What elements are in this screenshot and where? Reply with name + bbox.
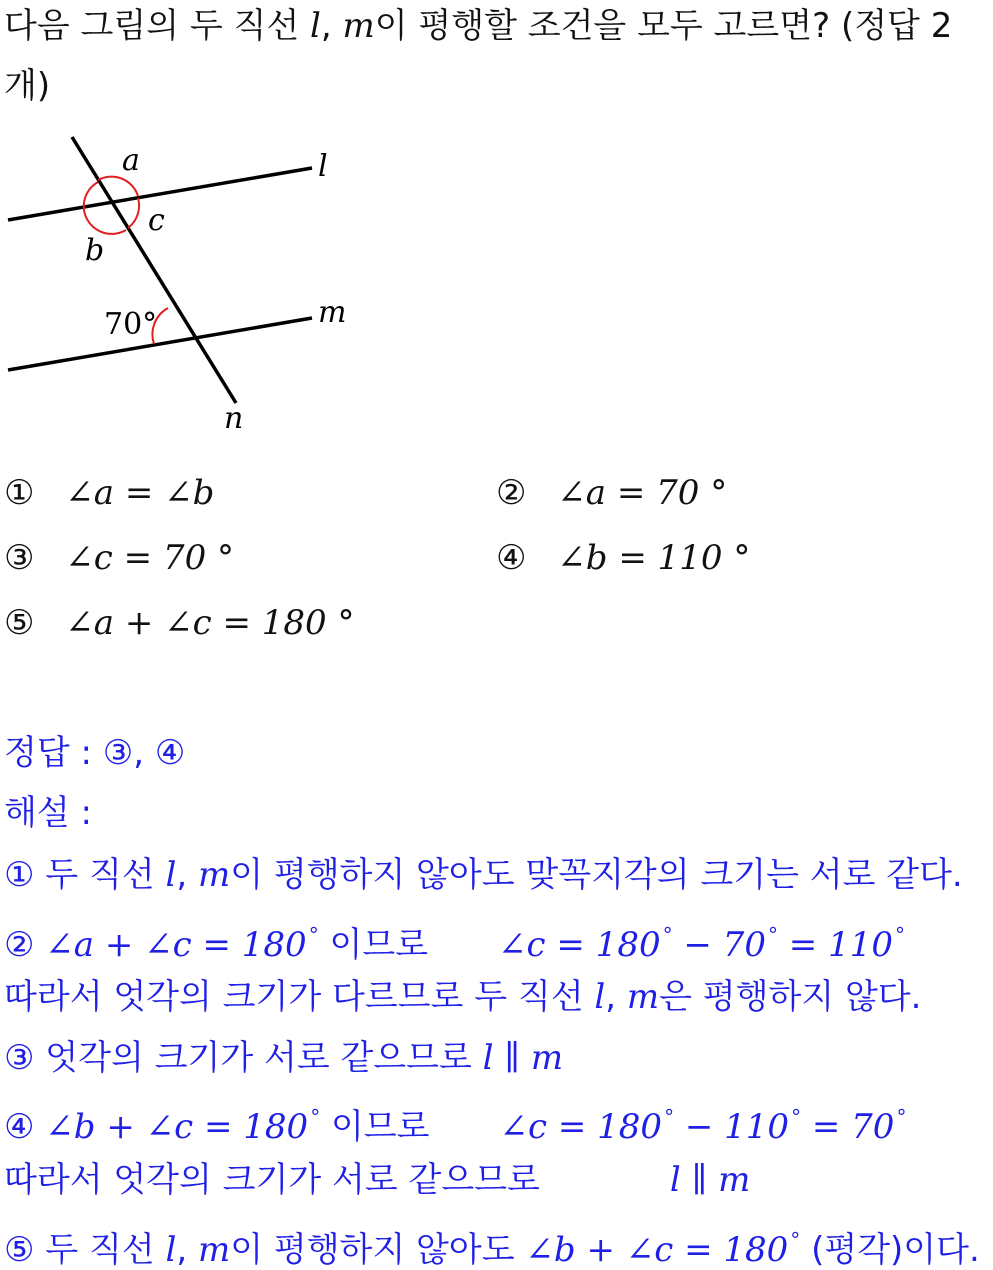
option-3[interactable]: [4, 538, 234, 578]
option-5[interactable]: [4, 603, 355, 643]
exp5-deg-2: °: [664, 1105, 675, 1129]
exp7-expr: ∠b + ∠c = 180: [525, 1230, 789, 1270]
angle-c-arc: [128, 198, 139, 228]
exp3-var-m: m: [626, 977, 660, 1017]
exp5-calc: ∠c = 180: [499, 1107, 663, 1147]
exp2-marker: ②: [4, 925, 35, 965]
answer-line: [4, 733, 185, 773]
option-2[interactable]: [496, 473, 727, 513]
exp3-post: 은 평행하지 않다.: [659, 977, 922, 1017]
explanation-line-6: [4, 1160, 750, 1200]
option-2-expr: ∠a = 70 °: [557, 473, 728, 513]
exp5-expr: ∠b + ∠c = 180: [45, 1107, 309, 1147]
label-l: l: [318, 149, 328, 184]
exp5-deg: °: [310, 1105, 321, 1129]
exp2-calc: ∠c = 180: [498, 925, 661, 965]
exp7-deg: °: [790, 1228, 801, 1252]
explanation-title: [4, 793, 92, 833]
exp2-deg-2: °: [662, 923, 673, 947]
exp2-expr: ∠a + ∠c = 180: [45, 925, 307, 965]
option-4-marker: ④: [496, 538, 527, 578]
exp2-deg-4: °: [894, 923, 905, 947]
exp1-pre: 두 직선: [34, 855, 166, 895]
explanation-line-2: [4, 915, 905, 965]
label-m: m: [318, 295, 347, 330]
parallel-lines-figure: [0, 120, 380, 440]
line-m: [8, 318, 312, 370]
option-3-expr: ∠c = 70 °: [65, 538, 235, 578]
exp2-deg: °: [308, 923, 319, 947]
option-2-marker: ②: [496, 473, 527, 513]
exp7-marker: ⑤: [4, 1230, 35, 1270]
option-4-expr: ∠b = 110 °: [557, 538, 751, 578]
exp1-post: 이 평행하지 않아도 맞꼭지각의 크기는 서로 같다.: [230, 855, 963, 895]
exp1-marker: ①: [4, 855, 35, 895]
explanation-line-3: [4, 977, 921, 1017]
exp7-mid: 이 평행하지 않아도: [230, 1230, 526, 1270]
exp2-calc-mid: − 70: [672, 925, 766, 965]
exp3-comma: ,: [605, 977, 627, 1017]
option-1[interactable]: [4, 473, 214, 513]
exp5-calc-mid: − 110: [674, 1107, 790, 1147]
exp4-marker: ③: [4, 1038, 35, 1078]
exp2-deg-3: °: [767, 923, 778, 947]
exp7-post: (평각)이다.: [800, 1230, 980, 1270]
exp7-pre: 두 직선: [34, 1230, 166, 1270]
exp5-deg-3: °: [791, 1105, 802, 1129]
exp2-calc-end: = 110: [777, 925, 893, 965]
comma: ,: [320, 6, 343, 46]
question-line-2: [4, 66, 50, 106]
exp5-text: 이므로: [320, 1107, 430, 1147]
answer-text: 정답 : ③, ④: [4, 733, 186, 773]
option-5-expr: ∠a + ∠c = 180 °: [65, 603, 355, 643]
option-1-expr: ∠a = ∠b: [65, 473, 215, 513]
exp7-var-m: m: [197, 1230, 231, 1270]
exp6-text: 따라서 엇각의 크기가 서로 같으므로: [4, 1160, 540, 1200]
exp7-var-l: l: [165, 1230, 177, 1270]
exp5-marker: ④: [4, 1107, 35, 1147]
exp5-deg-4: °: [896, 1105, 907, 1129]
question-text-end: 개): [4, 66, 51, 106]
exp4-text: 엇각의 크기가 서로 같으므로: [34, 1038, 483, 1078]
exp1-comma: ,: [176, 855, 198, 895]
exp3-pre: 따라서 엇각의 크기가 다르므로 두 직선: [4, 977, 595, 1017]
line-n: [72, 137, 236, 403]
angle-70-label: 70°: [104, 307, 158, 342]
label-n: n: [224, 401, 244, 436]
exp7-comma: ,: [176, 1230, 198, 1270]
exp6-parallel: l ∥ m: [669, 1160, 751, 1200]
question-text: 다음 그림의 두 직선: [4, 6, 310, 46]
label-a: a: [122, 143, 140, 178]
exp4-parallel: l ∥ m: [482, 1038, 564, 1078]
question-text-rest: 이 평행할 조건을 모두 고르면? (정답 2: [374, 6, 953, 46]
question-line-1: [4, 6, 952, 46]
option-1-marker: ①: [4, 473, 35, 513]
explanation-line-1: [4, 855, 963, 895]
explanation-line-5: [4, 1097, 906, 1147]
explanation-line-4: [4, 1038, 563, 1078]
var-l: l: [309, 6, 321, 46]
option-5-marker: ⑤: [4, 603, 35, 643]
var-m: m: [342, 6, 375, 46]
explanation-title-text: 해설 :: [4, 793, 92, 833]
option-3-marker: ③: [4, 538, 35, 578]
exp3-var-l: l: [594, 977, 606, 1017]
exp1-var-m: m: [197, 855, 231, 895]
label-b: b: [85, 233, 105, 268]
label-c: c: [148, 203, 165, 238]
option-4[interactable]: [496, 538, 750, 578]
exp1-var-l: l: [165, 855, 177, 895]
exp5-calc-end: = 70: [801, 1107, 895, 1147]
exp2-text: 이므로: [318, 925, 429, 965]
